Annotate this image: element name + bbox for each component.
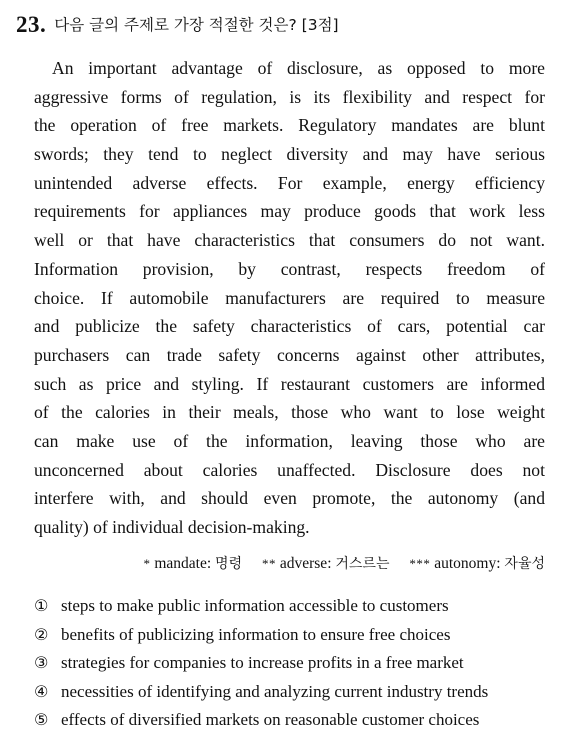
passage-line: purchasers can trade safety concerns against other attributes, (34, 344, 545, 365)
passage-line: and publicize the safety characteristics of cars, potential car (34, 316, 545, 337)
choice-3[interactable] (34, 649, 554, 678)
footnotes (0, 553, 545, 573)
choice-marker: ② (34, 624, 49, 644)
passage-line: An important advantage of disclosure, as opposed to more (52, 58, 545, 78)
passage-line: of the calories in their meals, those who want to lose weight (34, 402, 545, 423)
passage-line: can make use of the information, leaving those who are (34, 430, 545, 451)
passage-line: interfere with, and should even promote, the autonomy (and (34, 488, 545, 509)
footnote-mark: *** (409, 556, 431, 571)
footnote-mark: ** (261, 556, 276, 571)
footnote-mandate (143, 553, 242, 573)
choice-1[interactable] (34, 592, 554, 621)
passage-line: unintended adverse effects. For example, energy efficiency (34, 172, 545, 193)
choice-marker: ⑤ (34, 710, 49, 730)
passage-line: unconcerned about calories unaffected. Disclosure does not (34, 459, 545, 480)
choice-4[interactable] (34, 678, 554, 707)
answer-choices (34, 592, 554, 735)
passage-line: the operation of free markets. Regulatory mandates are blunt (34, 115, 545, 136)
passage-line: quality) of individual decision-making. (34, 517, 310, 537)
footnote-term: mandate: (154, 555, 212, 572)
footnote-meaning: 거스르는 (335, 556, 390, 572)
choice-5[interactable] (34, 706, 554, 735)
passage-line: Information provision, by contrast, respects freedom of (34, 258, 545, 279)
question-prompt: 다음 글의 주제로 가장 적절한 것은? [3점] (54, 16, 339, 34)
footnote-autonomy (409, 553, 545, 573)
footnote-meaning: 명령 (215, 556, 243, 572)
choice-marker: ③ (34, 653, 49, 673)
choice-marker: ④ (34, 681, 49, 701)
choice-text: necessities of identifying and analyzing current industry trends (61, 681, 489, 701)
footnote-term: adverse: (279, 555, 332, 572)
passage-line: aggressive forms of regulation, is its flexibility and respect for (34, 86, 545, 107)
choice-text: benefits of publicizing information to ensure free choices (61, 624, 451, 644)
footnote-term: autonomy: (434, 555, 501, 572)
footnote-adverse (262, 553, 390, 573)
passage-line: requirements for appliances may produce goods that work less (34, 201, 545, 222)
choice-text: steps to make public information accessible to customers (61, 596, 449, 615)
choice-text: effects of diversified markets on reasonable customer choices (61, 710, 480, 730)
footnote-meaning: 자율성 (504, 556, 545, 572)
choice-text: strategies for companies to increase profits in a free market (61, 653, 464, 673)
passage-line: well or that have characteristics that consumers do not want. (34, 230, 545, 251)
choice-marker: ① (34, 596, 49, 615)
passage-line: such as price and styling. If restaurant customers are informed (34, 373, 545, 394)
passage-line: choice. If automobile manufacturers are required to measure (34, 287, 545, 308)
choice-2[interactable] (34, 621, 554, 650)
passage-line: swords; they tend to neglect diversity and may have serious (34, 144, 545, 165)
question-number: 23. (16, 12, 47, 37)
passage (34, 54, 545, 542)
question-header (16, 12, 556, 42)
footnote-mark: * (143, 556, 151, 571)
